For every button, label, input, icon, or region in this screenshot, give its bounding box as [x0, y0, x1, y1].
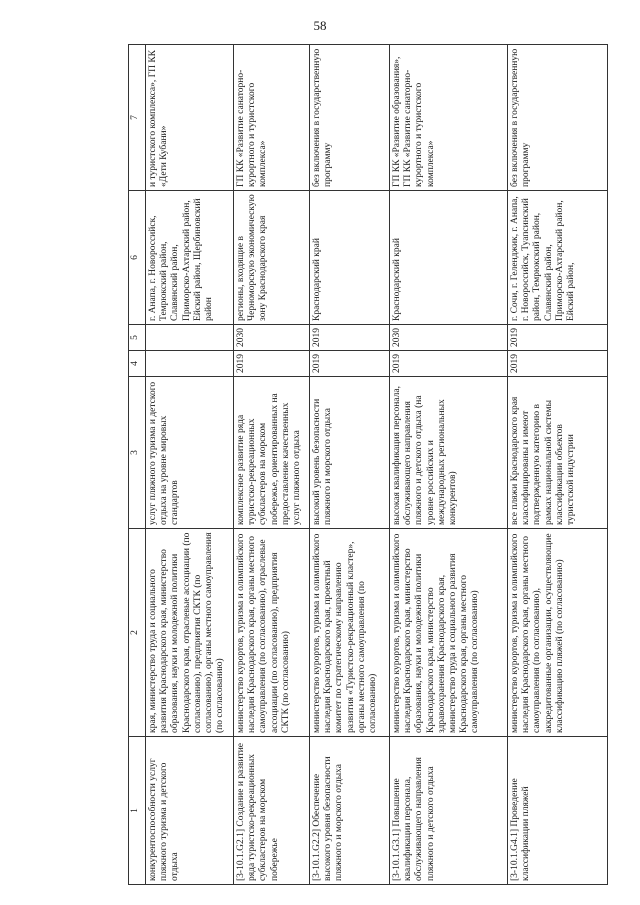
start-year: 2019 [234, 351, 310, 377]
column-number: 4 [129, 351, 146, 377]
territory: Краснодарский край [310, 191, 390, 325]
end-year: 2019 [310, 325, 390, 351]
table-row [508, 45, 608, 885]
column-number: 7 [129, 45, 146, 191]
start-year: 2019 [390, 351, 508, 377]
territory: регионы, входящие в Черноморскую экономическую зону Краснодарского края [234, 191, 310, 325]
responsible-parties: края, министерство труда и социального развития Краснодарского края, министерство образования, науки и молодежной политики Краснодарского края, отраслевые ассоциации (по согласованию), предприятия СКТК (по согласованию), органы местного самоуправления (по согласованию) [146, 529, 234, 737]
expected-result: комплексное развитие ряда туристско-рекреационных субкластеров на морском побережье, ориентированных на предоставление качественных услуг пляжного отдыха [234, 377, 310, 529]
territory: г. Анапа, г. Новороссийск, Темрюкский район, Славянский район, Приморско-Ахтарский район, Ейский район, Щербиновский район [146, 191, 234, 325]
measure-name: [3-10.1.G4.1] Проведение классификации пляжей [508, 737, 608, 885]
end-year: 2030 [390, 325, 508, 351]
expected-result: высокий уровень безопасности пляжного и морского отдыха [310, 377, 390, 529]
table-header-row [129, 45, 146, 885]
program: без включения в государственную программу [508, 45, 608, 191]
responsible-parties: министерство курортов, туризма и олимпийского наследия Краснодарского края, органы местного самоуправления (по согласованию), аккредитованные организации, осуществляющие классификацию пляжей (по согласованию) [508, 529, 608, 737]
column-number: 1 [129, 737, 146, 885]
end-year: 2030 [234, 325, 310, 351]
expected-result: все пляжи Краснодарского края классифицированы и имеют подтвержденную категорию в рамках национальной системы классификации объектов туристской индустрии [508, 377, 608, 529]
territory: Краснодарский край [390, 191, 508, 325]
table-row [310, 45, 390, 885]
measures-table [128, 44, 608, 885]
program: без включения в государственную программу [310, 45, 390, 191]
start-year [146, 351, 234, 377]
territory: г. Сочи, г. Геленджик, г. Анапа, г. Новороссийск, Туапсинский район, Темрюкский район, Славянский район, Приморско-Ахтарский район, Ейский район, [508, 191, 608, 325]
column-number: 2 [129, 529, 146, 737]
responsible-parties: министерство курортов, туризма и олимпийского наследия Краснодарского края, органы местного самоуправления (по согласованию), отраслевые ассоциации (по согласованию), предприятия СКТК (по согласованию) [234, 529, 310, 737]
responsible-parties: министерство курортов, туризма и олимпийского наследия Краснодарского края, проектный комитет по стратегическому направлению развития «Туристско-рекреационный кластер», органы местного самоуправления (по согласованию) [310, 529, 390, 737]
table-row [390, 45, 508, 885]
page-number: 58 [313, 18, 327, 33]
expected-result: высокая квалификация персонала, обслуживающего направления пляжного и детского отдыха (на уровне российских и международных региональных конкурентов) [390, 377, 508, 529]
measure-name: [3-10.1.G3.1] Повышение квалификации персонала, обслуживающего направления пляжного и детского отдыха [390, 737, 508, 885]
measure-name: конкурентоспособности услуг пляжного туризма и детского отдыха [146, 737, 234, 885]
table-row [146, 45, 234, 885]
measure-name: [3-10.1.G2.2] Обеспечение высокого уровня безопасности пляжного и морского отдыха [310, 737, 390, 885]
table-row [234, 45, 310, 885]
measure-name: [3-10.1.G2.1] Создание и развитие ряда туристско-рекреационных субкластеров на морском побережье [234, 737, 310, 885]
program: ГП КК «Развитие санаторно-курортного и туристского комплекса» [234, 45, 310, 191]
program: и туристского комплекса», ГП КК «Дети Кубани» [146, 45, 234, 191]
responsible-parties: министерство курортов, туризма и олимпийского наследия Краснодарского края, министерство образования, науки и молодежной политики Краснодарского края, министерство здравоохранения Краснодарского края, министерство труда и социального развития Краснодарского края, органы местного самоуправления (по согласованию) [390, 529, 508, 737]
start-year: 2019 [508, 351, 608, 377]
end-year: 2019 [508, 325, 608, 351]
rotated-table-container [128, 45, 608, 885]
column-number: 6 [129, 191, 146, 325]
end-year [146, 325, 234, 351]
program: ГП КК «Развитие образования», ГП КК «Развитие санаторно-курортного и туристского комплекса» [390, 45, 508, 191]
start-year: 2019 [310, 351, 390, 377]
column-number: 5 [129, 325, 146, 351]
expected-result: услуг пляжного туризма и детского отдыха на уровне мировых стандартов [146, 377, 234, 529]
column-number: 3 [129, 377, 146, 529]
